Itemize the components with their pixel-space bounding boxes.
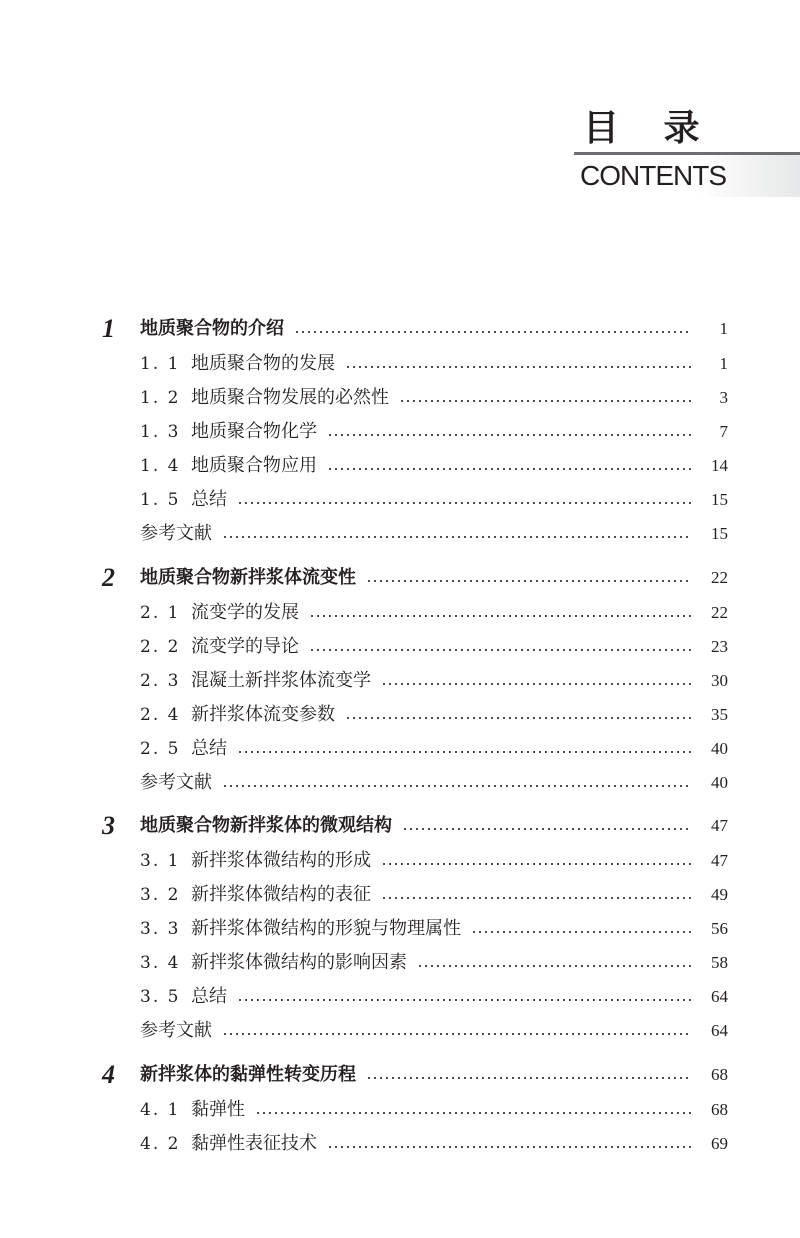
section-number: 2. 2	[140, 637, 181, 657]
page-number: 7	[719, 422, 728, 441]
dot-leader	[237, 999, 692, 1001]
toc-section-2-5[interactable]	[0, 734, 800, 764]
references-title: 参考文献	[140, 1020, 212, 1041]
page-number: 68	[711, 1100, 728, 1119]
page-number: 3	[719, 388, 728, 407]
page-number: 15	[711, 490, 728, 509]
page-number: 14	[711, 456, 728, 475]
contents-title-chinese: 目 录	[583, 108, 716, 149]
chapter-number: 3	[102, 811, 115, 840]
dot-leader	[345, 717, 692, 719]
page-number: 23	[711, 637, 728, 656]
contents-title-english: CONTENTS	[580, 160, 726, 191]
section-number: 2. 4	[140, 705, 181, 725]
section-title: 总结	[191, 986, 227, 1007]
dot-leader	[366, 580, 692, 582]
section-title: 总结	[191, 489, 227, 510]
page-number: 64	[711, 1021, 728, 1040]
section-title: 流变学的发展	[191, 602, 299, 623]
references-title: 参考文献	[140, 523, 212, 544]
toc-section-3-5[interactable]	[0, 982, 800, 1012]
dot-leader	[237, 751, 692, 753]
dot-leader	[381, 863, 692, 865]
dot-leader	[222, 1033, 692, 1035]
toc-chapter-2[interactable]	[0, 563, 800, 593]
toc-section-2-2[interactable]	[0, 632, 800, 662]
page-number: 49	[711, 885, 728, 904]
toc-references-1[interactable]	[0, 519, 800, 549]
page-number: 68	[711, 1065, 728, 1084]
section-title: 地质聚合物的发展	[191, 353, 335, 374]
page-number: 40	[711, 739, 728, 758]
chapter-title: 新拌浆体的黏弹性转变历程	[140, 1064, 356, 1085]
page-number: 47	[711, 851, 728, 870]
dot-leader	[327, 1146, 692, 1148]
chapter-title: 地质聚合物的介绍	[140, 318, 284, 339]
toc-section-1-1[interactable]	[0, 349, 800, 379]
toc-references-3[interactable]	[0, 1016, 800, 1046]
dot-leader	[417, 965, 692, 967]
section-title: 总结	[191, 738, 227, 759]
section-title: 黏弹性	[191, 1099, 245, 1120]
section-title: 新拌浆体微结构的表征	[191, 884, 371, 905]
toc-section-4-2[interactable]	[0, 1129, 800, 1159]
section-number: 3. 2	[140, 885, 181, 905]
dot-leader	[366, 1077, 692, 1079]
section-number: 1. 4	[140, 456, 181, 476]
toc-section-1-5[interactable]	[0, 485, 800, 515]
dot-leader	[381, 897, 692, 899]
toc-section-2-4[interactable]	[0, 700, 800, 730]
toc-section-2-3[interactable]	[0, 666, 800, 696]
section-title: 地质聚合物发展的必然性	[191, 387, 389, 408]
section-number: 1. 3	[140, 422, 181, 442]
toc-section-3-4[interactable]	[0, 948, 800, 978]
toc-section-2-1[interactable]	[0, 598, 800, 628]
dot-leader	[222, 536, 692, 538]
page-number: 30	[711, 671, 728, 690]
page-number: 1	[719, 354, 728, 373]
section-number: 3. 1	[140, 851, 181, 871]
chapter-title: 地质聚合物新拌浆体流变性	[140, 567, 356, 588]
section-number: 4. 1	[140, 1100, 181, 1120]
section-number: 2. 5	[140, 739, 181, 759]
section-number: 1. 1	[140, 354, 181, 374]
toc-chapter-1[interactable]	[0, 314, 800, 344]
toc-section-1-2[interactable]	[0, 383, 800, 413]
page-number: 15	[711, 524, 728, 543]
section-title: 地质聚合物化学	[191, 421, 317, 442]
dot-leader	[237, 502, 692, 504]
page-number: 56	[711, 919, 728, 938]
dot-leader	[381, 683, 692, 685]
chapter-number: 4	[102, 1060, 115, 1089]
dot-leader	[294, 331, 692, 333]
dot-leader	[222, 785, 692, 787]
section-title: 混凝土新拌浆体流变学	[191, 670, 371, 691]
toc-chapter-4[interactable]	[0, 1060, 800, 1090]
dot-leader	[327, 468, 692, 470]
dot-leader	[255, 1112, 692, 1114]
section-number: 3. 5	[140, 987, 181, 1007]
toc-references-2[interactable]	[0, 768, 800, 798]
contents-header	[0, 0, 800, 220]
section-title: 流变学的导论	[191, 636, 299, 657]
dot-leader	[309, 649, 692, 651]
dot-leader	[345, 366, 692, 368]
section-number: 2. 1	[140, 603, 181, 623]
page-number: 22	[711, 603, 728, 622]
dot-leader	[471, 931, 692, 933]
toc-section-3-1[interactable]	[0, 846, 800, 876]
dot-leader	[402, 828, 692, 830]
page-number: 35	[711, 705, 728, 724]
section-number: 1. 5	[140, 490, 181, 510]
toc-section-3-2[interactable]	[0, 880, 800, 910]
toc-section-3-3[interactable]	[0, 914, 800, 944]
toc-section-1-4[interactable]	[0, 451, 800, 481]
section-title: 黏弹性表征技术	[191, 1133, 317, 1154]
references-title: 参考文献	[140, 772, 212, 793]
page-number: 22	[711, 568, 728, 587]
dot-leader	[399, 400, 692, 402]
section-title: 新拌浆体流变参数	[191, 704, 335, 725]
dot-leader	[309, 615, 692, 617]
section-number: 1. 2	[140, 388, 181, 408]
section-title: 地质聚合物应用	[191, 455, 317, 476]
page-number: 64	[711, 987, 728, 1006]
section-title: 新拌浆体微结构的影响因素	[191, 952, 407, 973]
page-number: 40	[711, 773, 728, 792]
chapter-title: 地质聚合物新拌浆体的微观结构	[140, 815, 392, 836]
page-number: 1	[719, 319, 728, 338]
page-number: 69	[711, 1134, 728, 1153]
chapter-number: 1	[102, 314, 115, 343]
toc-chapter-3[interactable]	[0, 811, 800, 841]
section-title: 新拌浆体微结构的形成	[191, 850, 371, 871]
toc-section-4-1[interactable]	[0, 1095, 800, 1125]
section-number: 3. 3	[140, 919, 181, 939]
section-number: 2. 3	[140, 671, 181, 691]
page-number: 58	[711, 953, 728, 972]
chapter-number: 2	[102, 563, 115, 592]
section-number: 4. 2	[140, 1134, 181, 1154]
page-number: 47	[711, 816, 728, 835]
section-title: 新拌浆体微结构的形貌与物理属性	[191, 918, 461, 939]
dot-leader	[327, 434, 692, 436]
toc-section-1-3[interactable]	[0, 417, 800, 447]
section-number: 3. 4	[140, 953, 181, 973]
